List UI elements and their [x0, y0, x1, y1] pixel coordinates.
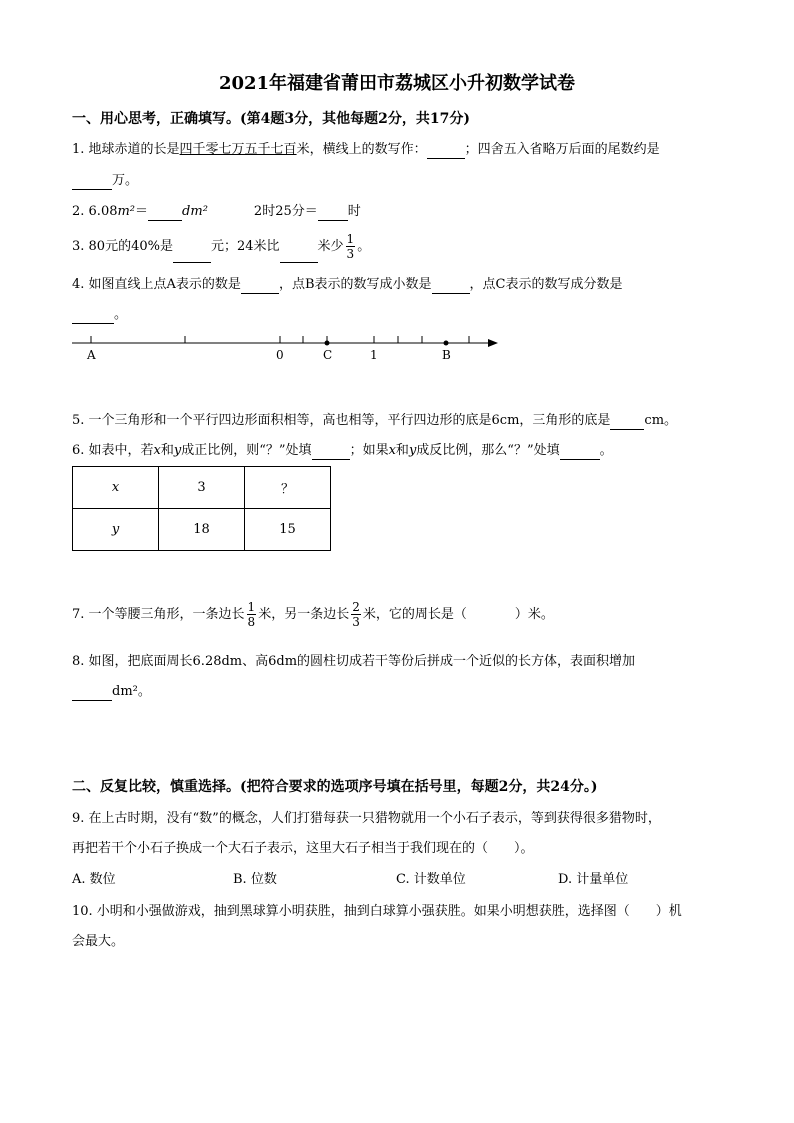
q4-text-c: ，点C表示的数写成分数是 [469, 277, 623, 292]
number-line-ticks [91, 336, 469, 343]
question-4-cont [72, 306, 127, 324]
question-1-cont [72, 172, 138, 190]
q2-text-e: 2时25分＝ [253, 204, 318, 219]
q1-blank-1[interactable] [427, 144, 465, 159]
page-title: 2021年福建省莆田市荔城区小升初数学试卷 [218, 73, 576, 94]
label-a: A [87, 348, 96, 362]
label-one: 1 [370, 348, 378, 362]
q9-option-b[interactable]: B. 位数 [233, 872, 277, 887]
q1-text-c: 米，横线上的数写作： [296, 142, 427, 157]
q2-unit-dm2: dm² [182, 204, 208, 219]
q6-blank-2[interactable] [560, 445, 600, 460]
q1-text-d: ；四舍五入省略万后面的尾数约是 [464, 142, 660, 157]
q9-option-d[interactable]: D. 计量单位 [558, 872, 629, 887]
number-line-arrow [488, 339, 498, 347]
question-9-line-2: 再把若干个小石子换成一个大石子表示，这里大石子相当于我们现在的（ ）。 [72, 841, 534, 856]
q2-blank-2[interactable] [318, 206, 348, 221]
section-1-heading: 一、用心思考，正确填写。(第4题3分，其他每题2分，共17分) [72, 111, 470, 127]
table-cell: x [73, 467, 159, 509]
q6-text-a: 6. 如表中，若 [72, 443, 154, 458]
label-b: B [442, 348, 451, 362]
q4-text-a: 4. 如图直线上点A表示的数是 [72, 277, 241, 292]
question-8 [72, 653, 635, 671]
point-b-dot [444, 341, 449, 346]
q6-var-y: y [173, 443, 182, 458]
q6-text-c: ；如果 [349, 443, 389, 458]
q6-and2: 和 [395, 443, 409, 458]
q6-var-y2: y [408, 443, 417, 458]
table-cell: 3 [159, 467, 245, 509]
q4-blank-3[interactable] [72, 309, 114, 324]
q6-text-d: 成反比例，那么“？”处填 [416, 443, 560, 458]
q3-text-d: 。 [357, 239, 371, 254]
table-cell: y [73, 509, 159, 551]
q1-text-a: 1. 地球赤道的长是 [72, 142, 180, 157]
q5-blank[interactable] [610, 415, 644, 430]
question-4 [72, 276, 622, 294]
q2-blank-1[interactable] [148, 206, 182, 221]
question-6 [72, 442, 613, 460]
q7-fraction-2: $\frac{2}{3}$ [352, 600, 360, 629]
table-cell: 18 [159, 509, 245, 551]
q3-blank-2[interactable] [280, 248, 318, 263]
q6-var-x2: x [388, 443, 396, 458]
section-2-heading: 二、反复比较，慎重选择。(把符合要求的选项序号填在括号里，每题2分，共24分。) [72, 779, 598, 795]
q1-text-e: 万。 [112, 173, 139, 188]
q2-equals: ＝ [135, 204, 149, 219]
question-7 [72, 598, 554, 632]
table-row [73, 509, 331, 551]
point-c-dot [325, 341, 330, 346]
q9-option-a[interactable]: A. 数位 [72, 872, 116, 887]
question-5 [72, 412, 677, 430]
q2-unit-m2: m² [117, 204, 136, 219]
q6-and: 和 [160, 443, 174, 458]
table-cell: ？ [245, 467, 331, 509]
label-zero: 0 [276, 348, 284, 362]
q8-text-b: dm²。 [112, 684, 151, 699]
q6-text-b: 成正比例，则“？”处填 [181, 443, 312, 458]
question-3 [72, 231, 370, 263]
q4-text-d: 。 [114, 307, 128, 322]
q8-blank[interactable] [72, 686, 112, 701]
q6-blank-1[interactable] [312, 445, 350, 460]
q3-blank-1[interactable] [173, 248, 211, 263]
q9-option-c[interactable]: C. 计数单位 [396, 872, 466, 887]
q7-text-a: 7. 一个等腰三角形，一条边长 [72, 607, 245, 622]
q3-fraction: $\frac{1}{3}$ [346, 232, 355, 261]
number-line [60, 326, 510, 366]
q4-blank-1[interactable] [241, 279, 279, 294]
question-10-line-2: 会最大。 [72, 934, 125, 949]
table-cell: 15 [245, 509, 331, 551]
q8-text-a: 8. 如图，把底面周长6.28dm、高6dm的圆柱切成若干等份后拼成一个近似的长方体，表面积增加 [72, 654, 636, 669]
q6-text-e: 。 [599, 443, 613, 458]
q1-blank-2[interactable] [72, 175, 112, 190]
q3-text-a: 3. 80元的40%是 [72, 239, 173, 254]
q5-text-a: 5. 一个三角形和一个平行四边形面积相等，高也相等，平行四边形的底是6cm，三角形的底是 [72, 413, 611, 428]
q3-text-c: 米少 [317, 239, 344, 254]
q7-text-b: 米，另一条边长 [258, 607, 350, 622]
q2-text-f: 时 [347, 204, 361, 219]
proportion-table [72, 466, 331, 551]
question-2 [72, 203, 361, 221]
q7-fraction-1: $\frac{1}{8}$ [247, 600, 256, 629]
q2-text-a: 2. 6.08 [72, 204, 118, 219]
q6-var-x: x [153, 443, 161, 458]
q1-underlined-number: 四千零七万五千七百 [179, 142, 297, 157]
table-row [73, 467, 331, 509]
question-8-cont [72, 683, 151, 701]
q7-text-c: 米，它的周长是（ [362, 607, 467, 622]
q7-text-d: ）米。 [514, 607, 554, 622]
label-c: C [323, 348, 333, 362]
question-9-line-1: 9. 在上古时期，没有“数”的概念，人们打猎每获一只猎物就用一个小石子表示，等到获得很多猎物时， [72, 811, 661, 826]
q5-text-b: cm。 [644, 413, 678, 428]
q4-blank-2[interactable] [432, 279, 470, 294]
q3-text-b: 元；24米比 [210, 239, 280, 254]
question-1 [72, 141, 660, 159]
question-10-line-1: 10. 小明和小强做游戏，抽到黑球算小明获胜，抽到白球算小强获胜。如果小明想获胜，选择图（ ）机 [72, 904, 682, 919]
q4-text-b: ，点B表示的数写成小数是 [278, 277, 432, 292]
